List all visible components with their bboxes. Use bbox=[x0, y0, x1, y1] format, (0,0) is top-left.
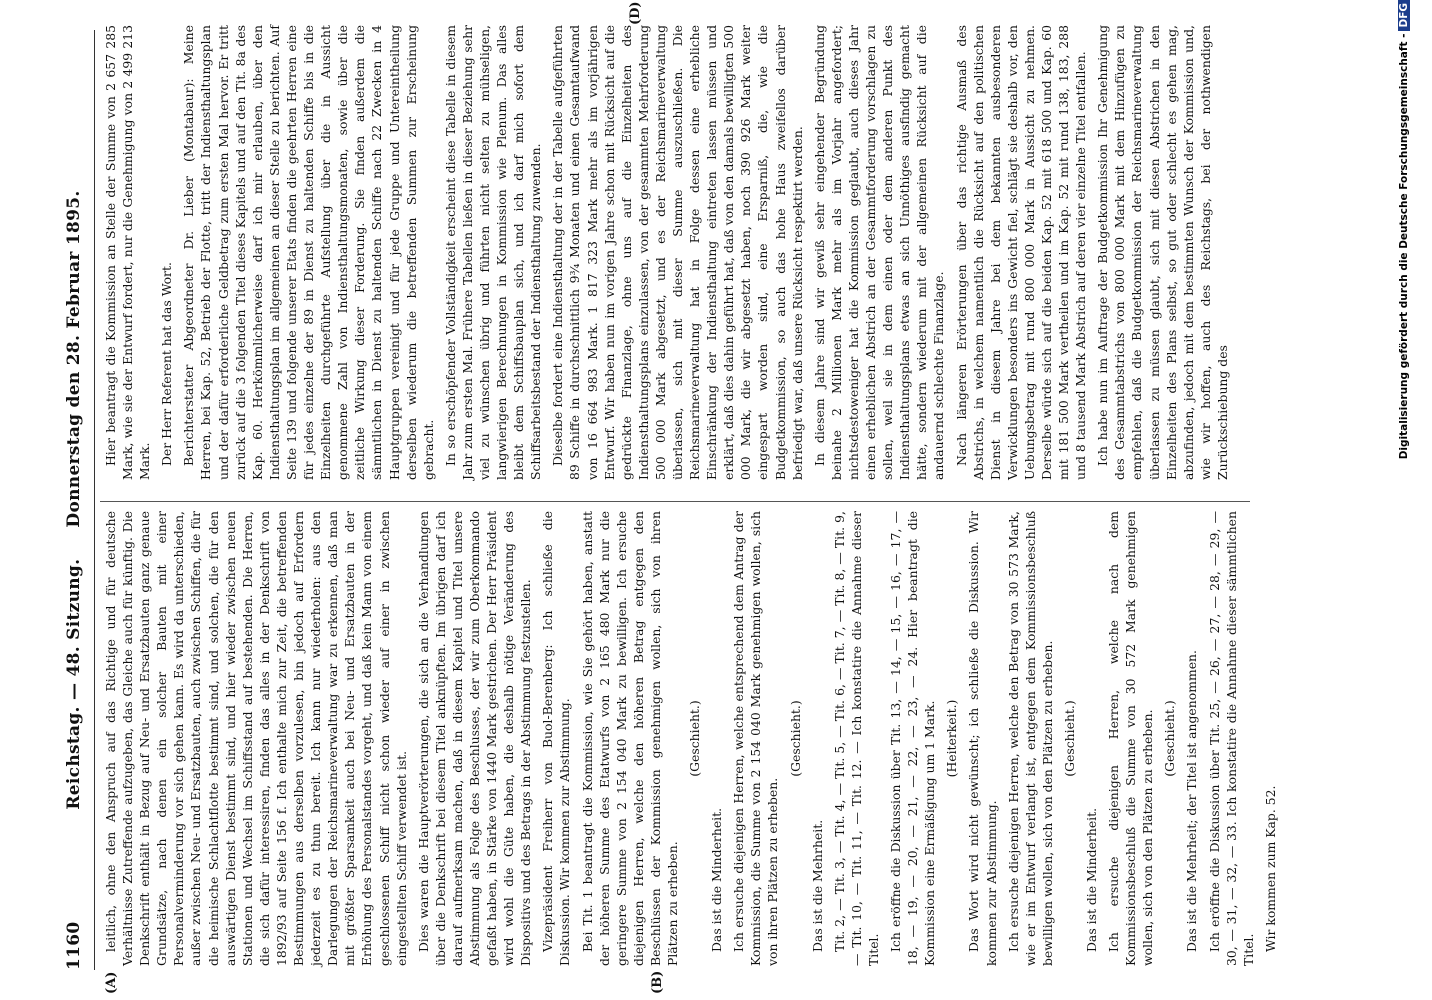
paragraph: In so erschöpfender Vollständigkeit erscheint diese Tabelle in diesem Jahr zum ersten Mal. Frühere Tabellen ließen in dieser Beziehung sehr viel zu wünschen übrig und führten nicht selten zu mühseligen, langwierigen Berechnungen in Kommission wie Plenum. Das alles bleibt dem Schiffsbauplan sich, und ich darf mich sofort dem Schiffsarbeitsbestand der Indiensthaltung zuwenden. bbox=[442, 25, 544, 480]
column-divider bbox=[100, 501, 1250, 502]
paragraph: In diesem Jahre sind wir gewiß sehr eingehender Begründung beinahe 2 Millionen Mark mehr als im Vorjahr angefordert; nichtsdestoweniger hat die Kommission geglaubt, auch dieses Jahr einen erheblichen Abstrich an der Gesammtforderung vorschlagen zu sollen, weil sie in dem einen oder dem anderen Punkt des Indiensthaltungsplans etwas an sich Unnöthiges ausfindig gemacht hätte, sondern wiederum mit der allgemeinen Rücksicht auf die andauernd schlechte Finanzlage. bbox=[811, 25, 947, 480]
page-number: 1160 bbox=[64, 921, 84, 970]
margin-marker-a: (A) bbox=[104, 971, 119, 994]
session-title: Reichstag. — 48. Sitzung. bbox=[64, 558, 84, 810]
paragraph: (Geschieht.) bbox=[1162, 700, 1178, 777]
paragraph: Bei Tit. 1 beantragt die Kommission, wie Sie gehört haben, anstatt der höheren Summe des Etatwurfs von 2 165 480 Mark nur die geringere Summe von 2 154 040 Mark zu bewilligen. Ich ersuche diejenigen Herren, welche den höheren Betrag entgegen den Beschlüssen der Kommission genehmigen wollen, sich von ihren Plätzen zu erheben. bbox=[579, 511, 680, 966]
credit-text: Digitalisierung gefördert durch die Deutsche Forschungsgemeinschaft - bbox=[1398, 33, 1410, 460]
paragraph: Der Herr Referent hat das Wort. bbox=[159, 262, 175, 466]
page-header bbox=[60, 30, 90, 970]
paragraph: Ich habe nun im Auftrage der Budgetkommission Ihr Genehmigung des Gesammtabstrichs von 800 000 Mark mit dem Hinzufügen zu empfehlen, daß die Budgetkommission der Reichsmarineverwaltung überlassen zu müssen glaubt, sich mit diesen Abstrichen in den Einzelheiten des Plans selbst, so gut oder schlecht es gehen mag, abzufinden, jedoch mit dem bestimmten Wunsch der Kommission und, wie wir hoffen, auch des Reichstags, bei der nothwendigen Zurückschiebung des bbox=[1095, 25, 1230, 480]
paragraph: Nach längeren Erörterungen über das richtige Ausmaß des Abstrichs, in welchem namentlich die Rücksicht auf den politischen Dienst in diesem Jahre bei dem bekannten ausbesonderen Verwicklungen besonders ins Gewicht fiel, schlägt sie deshalb vor, den Uebungsbetrag mit rund 800 000 Mark in Aussicht zu nehmen. Derselbe würde sich auf die beiden Kap. 52 mit 618 500 und Kap. 60 mit 181 500 Mark vertheilen und im Kap. 52 mit rund 138, 183, 288 und 8 tausend Mark Abstrich auf deren vier einzelne Titel entfallen. bbox=[953, 25, 1089, 480]
paragraph: (Heiterkeit.) bbox=[944, 699, 960, 778]
margin-marker-b: (B) bbox=[650, 970, 665, 994]
paragraph: Das ist die Mehrheit; der Titel ist angenommen. bbox=[1184, 650, 1200, 952]
paragraph: Das ist die Minderheit. bbox=[709, 807, 725, 952]
digitization-credit bbox=[1398, 0, 1410, 1000]
paragraph: Vizepräsident Freiherr von Buol-Berenberg: Ich schließe die Diskussion. Wir kommen zur Abstimmung. bbox=[540, 511, 573, 966]
session-date: Donnerstag den 28. Februar 1895. bbox=[64, 190, 84, 528]
paragraph: Ich eröffne die Diskussion über Tit. 13, — 14, — 15, — 16, — 17, — 18, — 19, — 20, — 21, — 22, — 23, — 24. Hier beantragt die Kommission eine Ermäßigung um 1 Mark. bbox=[888, 511, 938, 966]
paragraph: Das ist die Minderheit. bbox=[1083, 807, 1099, 952]
paragraph: Tit. 2, — Tit. 3, — Tit. 4, — Tit. 5, — Tit. 6, — Tit. 7, — Tit. 8, — Tit. 9, — Tit. 10, — Tit. 11, — Tit. 12. — Ich konstatire die Annahme dieser Titel. bbox=[831, 511, 881, 966]
dfg-badge: DFG bbox=[1398, 0, 1410, 31]
paragraph: Ich eröffne die Diskussion über Tit. 25, — 26, — 27, — 28, — 29, — 30, — 31, — 32, — 33. Ich konstatire die Annahme dieser sämmtlichen Titel. bbox=[1206, 511, 1256, 966]
paragraph: Berichterstatter Abgeordneter Dr. Lieber (Montabaur): Meine Herren, bei Kap. 52, Betrieb der Flotte, tritt der Indiensthaltungsplan und der dafür erforderliche Geldbetrag zum ersten Mal hervor. Er tritt zurück auf die 3 folgenden Titel dieses Kapitels und auf den Tit. 8a des Kap. 60. Herkömmlicherweise darf ich mir erlauben, über den Indiensthaltungsplan im allgemeinen an dieser Stelle zu berichten. Auf Seite 139 und folgende unserer Etats finden die geehrten Herren eine für jedes einzelne der 89 in Dienst zu haltenden Schiffe bis in die Einzelheiten durchgeführte Aufstellung über die in Aussicht genommene Zahl von Indiensthaltungsmonaten, sowie über die zeitliche Wirkung dieser Forderung. Sie finden außerdem die sämmtlichen in Dienst zu haltenden Schiffe nach 22 Zwecken in 4 Hauptgruppen vereinigt und für jede Gruppe und Untereintheilung derselben wiederum die betreffenden Summen zur Erscheinung gebracht. bbox=[181, 25, 436, 480]
left-text-column bbox=[102, 511, 1278, 966]
paragraph: (Geschieht.) bbox=[687, 700, 703, 777]
right-text-column bbox=[102, 25, 1252, 480]
paragraph: leitlich, ohne den Anspruch auf das Richtige und für deutsche Verhältnisse Zutreffende aufzugeben, das Gleiche auch für künftig. Die Denkschrift enthält in Bezug auf Neu- und Ersatzbauten ganz genaue Grundsätze, nach denen ein solcher Bauten mit einer Personalverminderung vor sich gehen kann. Es wird da unterschieden, außer zwischen Neu- und Ersatzbauten, auch zwischen Schiffen, die für die heimische Schlachtflotte bestimmt sind, und solchen, die für den auswärtigen Dienst bestimmt sind, und hier wieder zwischen neuen Stationen und Wechsel im Schiffsstand auf bestehenden. Die Herren, die sich dafür interessiren, finden das alles in der Denkschrift von 1892/93 auf Seite 156 f. Ich enthalte mich zur Zeit, die betreffenden Bestimmungen aus derselben vorzulesen, bin jedoch auf Erfordern jederzeit es zu thun bereit. Ich kann nur wiederholen: aus den Darlegungen der Reichsmarineverwaltung war zu erkennen, daß man mit größter Sparsamkeit auch bei Neu- und Ersatzbauten in der Erhöhung des Personalstandes vorgeht, und daß kein Mann von einem geschlossenen Schiff nicht schon wieder auf einer in zwischen eingestellten Schiff verwendet ist. bbox=[103, 511, 409, 966]
paragraph: Das Wort wird nicht gewünscht; ich schließe die Diskussion. Wir kommen zur Abstimmung. bbox=[966, 511, 999, 966]
paragraph: (Geschieht.) bbox=[1061, 700, 1077, 777]
paragraph: Hier beantragt die Kommission an Stelle der Summe von 2 657 285 Mark, wie sie der Entwurf fordert, nur die Genehmigung von 2 499 213 Mark. bbox=[103, 25, 153, 480]
paragraph: Das ist die Mehrheit. bbox=[809, 819, 825, 952]
paragraph: Wir kommen zum Kap. 52. bbox=[1262, 785, 1278, 952]
paragraph: Ich ersuche diejenigen Herren, welche nach dem Kommissionsbeschluß die Summe von 30 572 Mark genehmigen wollen, sich von den Plätzen zu erheben. bbox=[1106, 511, 1156, 966]
margin-marker-d: (D) bbox=[628, 1, 643, 25]
paragraph: Dieselbe fordert eine Indiensthaltung der in der Tabelle aufgeführten 89 Schiffe in durchschnittlich 9¾ Monaten und einen Gesamtaufwand von 16 664 983 Mark. 1 817 323 Mark mehr als im vorjährigen Entwurf. Wir haben nun im vorigen Jahre schon mit Rücksicht auf die gedrückte Finanzlage, ohne uns auf die Einzelheiten des Indiensthaltungsplans einzulassen, von der gesammten Mehrforderung 500 000 Mark abgesetzt, und es der Reichsmarineverwaltung überlassen, sich mit dieser Summe auszuschließen. Die Reichsmarineverwaltung hat in Folge dessen eine erhebliche Einschränkung der Indiensthaltung eintreten lassen müssen und erklärt, daß dies dahin geführt hat, daß von den damals bewilligten 500 000 Mark, die wir abgesetzt haben, noch 390 926 Mark weiter eingespart worden sind, eine Ersparniß, die, wie die Budgetkommission, so auch das hohe Haus zweifellos darüber befriedigt war, daß unsere Rücksicht respektirt werden. bbox=[550, 25, 805, 480]
paragraph: Dies waren die Hauptverörterungen, die sich an die Verhandlungen über die Denkschrift bei diesem Titel anknüpften. Im übrigen darf ich darauf aufmerksam machen, daß in diesem Kapitel und Titel unsere Abstimmung als Folge des Beschlusses, der wir zum Oberkommando gefaßt haben, in Stärke von 1440 Mark gestrichen. Der Herr Präsident wird wohl die Güte haben, die deshalb nötige Veränderung des Dispositivs und des Betrags in der Abstimmung festzustellen. bbox=[415, 511, 534, 966]
paragraph: Ich ersuche diejenigen Herren, welche entsprechend dem Antrag der Kommission, die Summe von 2 154 040 Mark genehmigen wollen, sich von ihren Plätzen zu erheben. bbox=[731, 511, 781, 966]
paragraph: Ich ersuche diejenigen Herren, welche den Betrag von 30 573 Mark, wie er im Entwurf verlangt ist, entgegen dem Kommissionsbeschluß bewilligen wollen, sich von den Plätzen zu erheben. bbox=[1005, 511, 1055, 966]
paragraph: (Geschieht.) bbox=[787, 700, 803, 777]
running-title bbox=[64, 30, 84, 970]
header-rule bbox=[94, 30, 95, 970]
